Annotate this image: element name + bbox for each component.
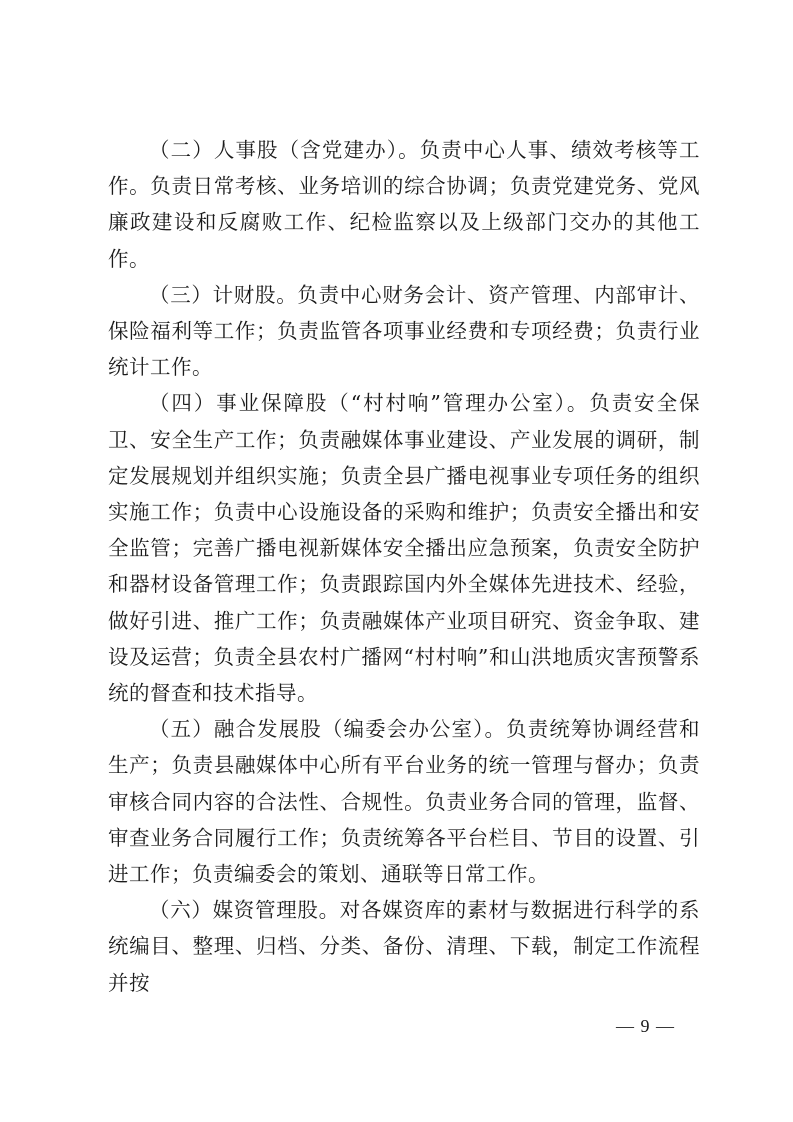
page-number: — 9 — <box>616 1016 675 1036</box>
paragraph-personnel-section: （二）人事股（含党建办）。负责中心人事、绩效考核等工作。负责日常考核、业务培训的综合协调；负责党建党务、党风廉政建设和反腐败工作、纪检监察以及上级部门交办的其他工作。 <box>108 138 700 271</box>
paragraph-operations-support-section: （四）事业保障股（“村村响”管理办公室）。负责安全保卫、安全生产工作；负责融媒体事业建设、产业发展的调研，制定发展规划并组织实施；负责全县广播电视事业专项任务的组织实施工作；负责中心设施设备的采购和维护；负责安全播出和安全监管；完善广播电视新媒体安全播出应急预案，负责安全防护和器材设备管理工作；负责跟踪国内外全媒体先进技术、经验，做好引进、推广工作；负责融媒体产业项目研究、资金争取、建设及运营；负责全县农村广播网“村村响”和山洪地质灾害预警系统的督查和技术指导。 <box>108 391 700 706</box>
paragraph-media-asset-section: （六）媒资管理股。对各媒资库的素材与数据进行科学的系统编目、整理、归档、分类、备份、清理、下载，制定工作流程并按 <box>108 898 700 995</box>
paragraph-finance-section: （三）计财股。负责中心财务会计、资产管理、内部审计、保险福利等工作；负责监管各项事业经费和专项经费；负责行业统计工作。 <box>108 282 700 380</box>
paragraph-integrated-development-section: （五）融合发展股（编委会办公室）。负责统筹协调经营和生产；负责县融媒体中心所有平台业务的统一管理与督办；负责审核合同内容的合法性、合规性。负责业务合同的管理，监督、审查业务合同履行工作；负责统筹各平台栏目、节目的设置、引进工作；负责编委会的策划、通联等日常工作。 <box>108 717 700 887</box>
document-body <box>108 132 700 1001</box>
